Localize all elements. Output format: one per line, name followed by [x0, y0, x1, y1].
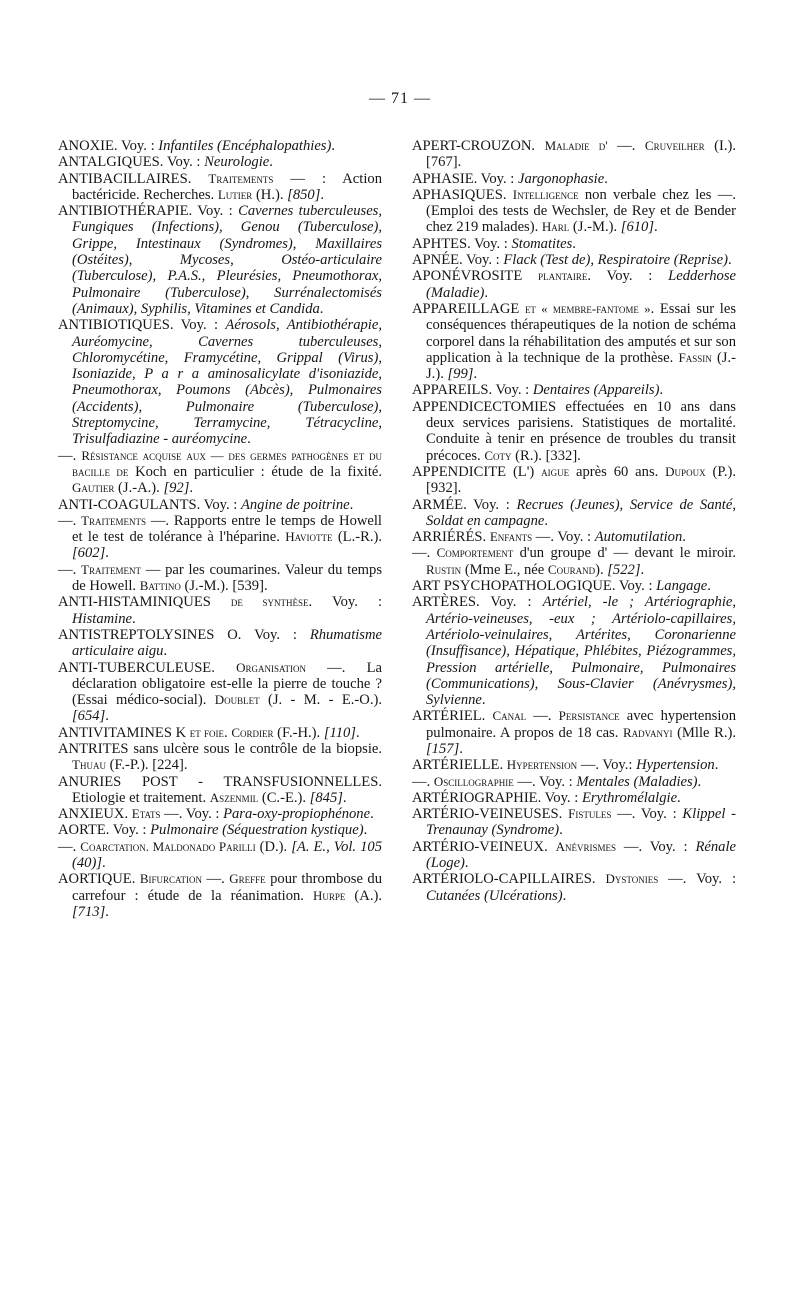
- index-entry: [58, 513, 382, 562]
- entry-text: ARTÉRIOLO-CAPILLAIRES.: [412, 871, 606, 888]
- entry-text: Battino: [139, 578, 181, 594]
- entry-text: Hypertension: [506, 757, 578, 773]
- index-entry: [412, 594, 736, 708]
- page-number: — 71 —: [369, 90, 431, 107]
- entry-text: ANXIEUX.: [58, 806, 132, 823]
- index-entry: [58, 871, 382, 920]
- entry-text: (H.).: [252, 186, 288, 203]
- entry-text: ARTÉRIO-VEINEUX.: [412, 838, 556, 855]
- entry-text: Ledderhose (Maladie): [426, 268, 736, 301]
- index-entry: [412, 578, 736, 594]
- entry-text: APERT-CROUZON.: [412, 138, 545, 154]
- entry-text: (F.-P.). [224].: [105, 757, 188, 774]
- entry-text: (I.). [767].: [426, 138, 736, 171]
- entry-text: (J.-A.).: [114, 480, 164, 497]
- index-entry: [412, 187, 736, 236]
- entry-text: —.: [58, 447, 82, 464]
- index-entry: [412, 252, 736, 268]
- index-entry: [412, 399, 736, 464]
- entry-text: .: [728, 252, 732, 269]
- entry-text: .: [707, 578, 711, 595]
- entry-text: Persistance: [558, 708, 620, 724]
- entry-text: [713]: [72, 903, 106, 920]
- entry-text: APNÉE. Voy. :: [412, 252, 504, 269]
- entry-text: Cordier: [231, 724, 274, 740]
- entry-text: Organisation: [236, 659, 306, 675]
- entry-text: ARTÈRES. Voy. :: [412, 594, 543, 611]
- entry-text: Radvanyi: [622, 724, 673, 740]
- entry-text: Traitements: [81, 512, 147, 528]
- entry-text: .: [105, 545, 109, 562]
- index-entry: [58, 138, 382, 154]
- entry-text: de synthèse: [230, 594, 309, 610]
- entry-text: Stomatites: [511, 235, 573, 252]
- entry-text: Cruveilher: [644, 138, 705, 153]
- entry-text: APHASIQUES.: [412, 186, 513, 203]
- entry-text: .: [319, 300, 324, 317]
- entry-text: —.: [412, 545, 437, 562]
- entry-text: — : Action bactéricide. Recherches.: [72, 170, 382, 203]
- entry-text: .: [224, 724, 232, 741]
- entry-text: ARTÉRIELLE.: [412, 757, 507, 774]
- index-entry: [58, 448, 382, 497]
- entry-text: .: [459, 740, 463, 757]
- entry-text: Résistance acquise aux — des germes pathogènes et du bacille de: [72, 447, 382, 479]
- entry-text: Thuau: [72, 757, 106, 773]
- index-entry: [412, 529, 736, 545]
- entry-text: —. Voy. :: [611, 806, 683, 823]
- entry-text: ANURIES POST - TRANSFUSIONNELLES. Etiologie et traitement.: [58, 773, 382, 806]
- entry-text: .: [572, 235, 576, 252]
- entry-text: —. Voy.:: [577, 757, 637, 774]
- entry-text: Dentaires (Appareils): [532, 382, 660, 399]
- entry-text: (Mlle R.).: [672, 724, 736, 741]
- entry-text: et « membre-fantome »: [524, 300, 651, 316]
- entry-text: Aérosols, Antibiothérapie, Auréomycine, Cavernes tuberculeuses, Chloromycétine, Framycétine, Grippal (Virus), Isoniazide, P a r a aminosalicylate d'isoniazide, Pneumothorax, Poumons (Abcès), Pulmonaires (Accidents), Pulmonaire (Tuberculose), Streptomycine, Terramycine, Tétracycline, Trisulfadiazine - auréomycine: [72, 317, 382, 448]
- entry-text: APPAREILS. Voy. :: [412, 382, 533, 399]
- index-entry: [58, 594, 382, 627]
- entry-text: aigue: [541, 463, 570, 479]
- entry-text: .: [105, 903, 109, 920]
- entry-text: après 60 ans.: [569, 463, 666, 480]
- entry-text: .: [464, 855, 469, 872]
- entry-text: .: [640, 561, 645, 578]
- entry-text: (C.-E.).: [258, 789, 310, 806]
- entry-text: .: [342, 789, 347, 806]
- index-entry: [58, 774, 382, 807]
- entry-text: APHTES. Voy. :: [412, 235, 512, 252]
- entry-text: APPENDICECTOMIES effectuées en 10 ans dans deux services parisiens. Statistiques de mortalité. Conduite à tenir en présence de troubles du transit précoces.: [412, 398, 736, 464]
- index-entry: [412, 236, 736, 252]
- left-column: [58, 138, 382, 920]
- entry-text: Recrues (Jeunes), Service de Santé, Soldat en campagne: [426, 496, 736, 529]
- entry-text: d'un groupe d' — devant le miroir.: [513, 545, 736, 562]
- entry-text: Rhumatisme articulaire aigu: [72, 626, 382, 660]
- entry-text: (J. - M. - E.-O.).: [259, 692, 382, 709]
- entry-text: Dupoux: [665, 463, 706, 479]
- entry-text: —.: [202, 871, 230, 888]
- entry-text: ARTÉRIO-VEINEUSES.: [412, 806, 569, 823]
- entry-text: ).: [595, 561, 608, 578]
- entry-text: — par les coumarines. Valeur du temps de Howell.: [72, 561, 382, 595]
- entry-text: pour thrombose du carrefour : étude de la réanimation.: [72, 871, 383, 904]
- entry-text: Cutanées (Ulcérations): [426, 887, 563, 904]
- entry-text: APPENDICITE (L'): [412, 463, 542, 480]
- index-entry: [58, 497, 382, 513]
- entry-text: —. Voy. :: [658, 871, 736, 888]
- index-entry: [412, 464, 736, 497]
- index-entry: [412, 774, 736, 790]
- entry-text: Harl: [541, 219, 570, 235]
- entry-text: ANTALGIQUES. Voy. :: [58, 154, 205, 171]
- entry-text: —.: [58, 561, 82, 578]
- index-entry: [58, 203, 382, 317]
- entry-text: Coarctation. Maldonado Parilli: [80, 838, 256, 854]
- entry-text: Artériel, -le ; Artériographie, Artério-veineuses, -eux ; Artériolo-capillaires, Artériolo-veinulaires, Artérites, Coronarienne (Insuffisance), Hépatique, Phlébites, Piézogrammes, Pression artérielle, Pulmonaire, Pulmonaires (Communications), Sous-Clavier (Anévrysmes), Sylvienne: [426, 594, 736, 709]
- entry-text: .: [562, 887, 567, 904]
- entry-text: Doublet: [214, 692, 260, 708]
- entry-text: —.: [58, 838, 81, 855]
- entry-text: .: [697, 773, 702, 790]
- entry-text: ANTI-TUBERCULEUSE.: [58, 659, 237, 676]
- index-entry: [412, 268, 736, 301]
- index-entry: [58, 806, 382, 822]
- entry-text: —. La déclaration obligatoire est-elle la pierre de touche ? (Essai médico-social).: [72, 659, 382, 709]
- entry-text: .: [269, 154, 273, 171]
- entry-text: Gautier: [72, 480, 115, 496]
- entry-text: . Voy. :: [308, 594, 383, 611]
- entry-text: Mentales (Maladies): [576, 773, 698, 790]
- entry-text: [110]: [323, 724, 356, 741]
- index-entry: [412, 839, 736, 872]
- entry-text: non verbale chez les —. (Emploi des tests de Wechsler, de Rey et de Bender chez 219 malades).: [426, 186, 736, 236]
- entry-text: ARMÉE. Voy. :: [412, 496, 517, 513]
- entry-text: Intelligence: [512, 186, 579, 202]
- entry-text: Histamine: [72, 610, 132, 627]
- entry-text: [92]: [163, 480, 190, 497]
- index-entry: [58, 839, 382, 872]
- entry-text: (J.-M.).: [569, 219, 621, 236]
- entry-text: Enfants: [489, 529, 533, 545]
- entry-text: .: [559, 822, 563, 839]
- entry-text: ANTIBIOTHÉRAPIE. Voy. :: [58, 203, 239, 220]
- entry-text: .: [481, 692, 486, 709]
- entry-text: Rustin: [426, 561, 462, 577]
- index-entry: [412, 871, 736, 904]
- entry-text: —.: [58, 512, 82, 529]
- index-entry: [412, 708, 736, 757]
- index-entry: [58, 627, 382, 660]
- entry-text: (P.). [932].: [426, 463, 736, 497]
- entry-text: Dystonies: [605, 871, 659, 887]
- entry-text: Infantiles (Encéphalopathies): [158, 138, 332, 154]
- entry-text: APHASIE. Voy. :: [412, 170, 518, 187]
- entry-text: (A.).: [345, 887, 382, 904]
- entry-text: Hurpe: [312, 887, 346, 903]
- entry-text: Neurologie: [204, 154, 270, 171]
- index-entry: [412, 171, 736, 187]
- index-entry: [58, 171, 382, 204]
- entry-text: (L.-R.).: [332, 529, 382, 546]
- entry-text: plantaire: [538, 268, 588, 284]
- index-entry: [412, 757, 736, 773]
- entry-text: ARTÉRIOGRAPHIE. Voy. :: [412, 789, 582, 806]
- entry-text: .: [484, 284, 489, 301]
- entry-text: ANTRITES sans ulcère sous le contrôle de la biopsie.: [58, 740, 382, 757]
- index-entry: [412, 497, 736, 530]
- entry-text: [157]: [426, 740, 460, 757]
- entry-text: —. Voy. :: [160, 806, 224, 823]
- entry-text: .: [331, 138, 335, 154]
- entry-text: ANTIBIOTIQUES. Voy. :: [58, 317, 226, 334]
- entry-text: —. Voy. :: [616, 838, 696, 855]
- entry-text: .: [349, 496, 354, 513]
- entry-text: —. Voy. :: [513, 773, 577, 790]
- entry-text: .: [714, 757, 719, 774]
- entry-text: ANOXIE. Voy. :: [58, 138, 159, 154]
- entry-text: .: [189, 480, 194, 497]
- entry-text: ANTIBACILLAIRES.: [58, 170, 209, 187]
- entry-text: Oscillographie: [433, 773, 514, 789]
- entry-text: (F.-H.).: [273, 724, 324, 741]
- entry-text: Greffe: [229, 871, 266, 887]
- entry-text: (R.). [332].: [511, 447, 581, 464]
- entry-text: Aszenmil: [209, 789, 259, 805]
- entry-text: .: [355, 724, 360, 741]
- index-entry: [412, 790, 736, 806]
- entry-text: Fistules: [568, 806, 612, 822]
- entry-text: ARRIÉRÉS.: [412, 529, 490, 546]
- entry-text: .: [132, 610, 136, 627]
- entry-text: (J.-M.). [539].: [180, 578, 268, 595]
- index-entry: [412, 545, 736, 578]
- entry-text: ANTISTREPTOLYSINES O. Voy. :: [58, 626, 310, 643]
- entry-text: Klippel - Trenaunay (Syndrome): [426, 806, 737, 839]
- entry-text: .: [682, 529, 686, 546]
- entry-text: Rénale (Loge): [426, 838, 736, 872]
- entry-text: Haviotte: [285, 529, 333, 545]
- entry-text: Hypertension: [636, 757, 715, 774]
- entry-text: —. Voy. :: [532, 529, 595, 546]
- entry-text: [602]: [72, 545, 106, 562]
- entry-text: .: [677, 789, 681, 806]
- entry-text: .: [659, 382, 664, 399]
- entry-text: Comportement: [436, 545, 514, 561]
- index-entry: [58, 725, 382, 741]
- entry-text: .: [544, 512, 549, 529]
- index-entry: [412, 382, 736, 398]
- entry-text: .: [363, 822, 368, 839]
- entry-text: .: [105, 708, 109, 725]
- entry-text: Langage: [656, 578, 708, 595]
- entry-text: Erythromélalgie: [581, 789, 678, 806]
- entry-text: [522]: [607, 561, 641, 578]
- entry-text: AORTIQUE.: [58, 871, 140, 888]
- entry-text: —.: [412, 773, 434, 790]
- entry-text: ANTIVITAMINES K: [58, 724, 190, 741]
- entry-text: .: [320, 186, 325, 203]
- index-entry: [412, 806, 736, 839]
- entry-text: Fassin: [678, 349, 712, 365]
- entry-text: AORTE. Voy. :: [58, 822, 151, 839]
- entry-text: et foie: [189, 724, 225, 740]
- entry-text: Anévrismes: [555, 838, 616, 854]
- entry-text: Flack (Test de), Respiratoire (Reprise): [503, 252, 729, 269]
- entry-text: ART PSYCHOPATHOLOGIQUE. Voy. :: [412, 578, 657, 595]
- entry-text: Pulmonaire (Séquestration kystique): [150, 822, 364, 839]
- entry-text: Angine de poitrine: [240, 496, 350, 513]
- index-entry: [412, 138, 736, 171]
- entry-text: [845]: [309, 789, 343, 806]
- entry-text: ANTI-HISTAMINIQUES: [58, 594, 231, 611]
- entry-text: —.: [607, 138, 645, 154]
- entry-text: (D.).: [255, 838, 292, 855]
- entry-text: [A. E., Vol. 105 (40)]: [72, 838, 383, 872]
- entry-text: Traitement: [81, 561, 141, 577]
- entry-text: —. Rapports entre le temps de Howell et le test de tolérance à l'héparine.: [72, 512, 382, 546]
- entry-text: .: [604, 170, 608, 187]
- entry-text: —.: [526, 708, 559, 725]
- entry-text: APPAREILLAGE: [412, 300, 525, 317]
- entry-text: . Essai sur les conséquences thérapeutiques de la notion de schéma corporel dans la réhabilitation des amputés et sur son application à la technique de la prothèse.: [426, 300, 736, 366]
- entry-text: ARTÉRIEL.: [412, 708, 493, 725]
- entry-text: Automutilation: [594, 529, 683, 546]
- entry-text: .: [370, 806, 374, 823]
- entry-text: [850]: [287, 186, 321, 203]
- entry-text: Coty: [484, 447, 512, 463]
- index-entry: [412, 301, 736, 382]
- entry-text: APONÉVROSITE: [412, 268, 539, 285]
- index-entry: [58, 741, 382, 774]
- entry-text: .: [654, 219, 658, 236]
- entry-text: Jargonophasie: [517, 170, 605, 187]
- entry-text: [654]: [72, 708, 106, 725]
- entry-text: Para-oxy-propiophénone: [223, 806, 371, 823]
- entry-text: Maladie d': [544, 138, 608, 153]
- entry-text: Bifurcation: [139, 871, 203, 887]
- index-entry: [58, 154, 382, 170]
- entry-text: Canal: [492, 708, 527, 724]
- entry-text: . Voy. :: [587, 268, 669, 285]
- index-entry: [58, 822, 382, 838]
- entry-text: (J.-J.).: [426, 349, 736, 383]
- index-entry: [58, 562, 382, 595]
- entry-text: Courand: [547, 561, 596, 577]
- entry-text: Traitements: [208, 170, 274, 186]
- entry-text: ANTI-COAGULANTS. Voy. :: [58, 496, 241, 513]
- entry-text: [610]: [620, 219, 655, 236]
- right-column: [412, 138, 736, 904]
- entry-text: Cavernes tuberculeuses, Fungiques (Infections), Genou (Tuberculose), Grippe, Intestinaux (Syndromes), Maxillaires (Ostéites), Mycoses, Ostéo-articulaire (Tuberculose), P.A.S., Pleurésies, Pneumothorax, Pulmonaire (Tuberculose), Surrénalectomisés (Animaux), Syphilis, Vitamines et Candida: [72, 203, 382, 317]
- entry-text: [99]: [447, 366, 474, 383]
- entry-text: .: [163, 643, 168, 660]
- entry-text: .: [247, 431, 251, 448]
- index-entry: [58, 660, 382, 725]
- entry-text: avec hypertension pulmonaire. A propos de 18 cas.: [426, 708, 736, 741]
- entry-text: (Mme E., née: [461, 561, 548, 578]
- entry-text: .: [473, 366, 478, 383]
- entry-text: Etats: [131, 806, 161, 822]
- entry-text: Koch en particulier : étude de la fixité.: [128, 463, 382, 480]
- index-entry: [58, 317, 382, 447]
- entry-text: Lutier: [217, 186, 253, 202]
- entry-text: .: [102, 855, 106, 872]
